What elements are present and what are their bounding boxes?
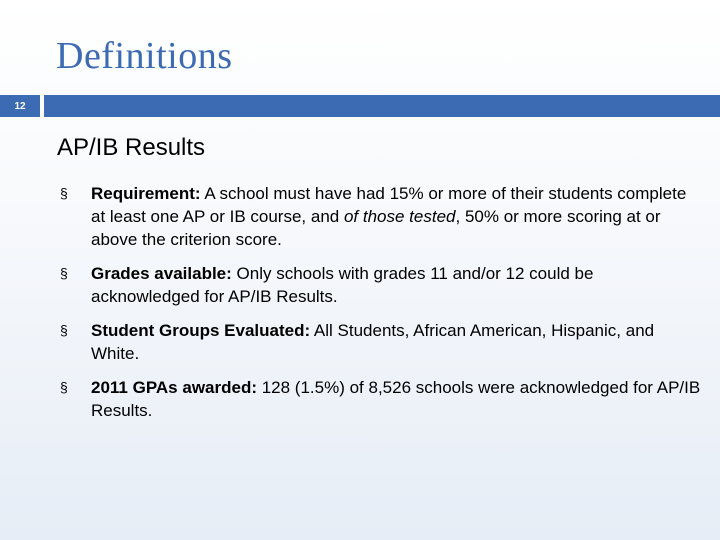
bullet-text	[91, 262, 705, 308]
bullet-emphasis: of those tested	[343, 207, 456, 226]
square-bullet-icon: §	[60, 322, 68, 338]
slide-number: 12	[0, 95, 40, 117]
slide-title: Definitions	[56, 35, 233, 77]
bullet-label: Requirement:	[91, 184, 201, 203]
bullet-grades-available	[60, 262, 705, 308]
bullet-body-end: , 50% or more scoring at or above the criterion score.	[91, 207, 661, 249]
title-divider-bar	[44, 95, 720, 117]
square-bullet-icon: §	[60, 379, 68, 395]
bullet-body: All Students, African American, Hispanic, and White.	[91, 321, 655, 363]
bullet-student-groups	[60, 319, 705, 365]
square-bullet-icon: §	[60, 265, 68, 281]
bullet-text	[91, 319, 705, 365]
square-bullet-icon: §	[60, 185, 68, 201]
bullet-body: A school must have had 15% or more of their students complete at least one AP or IB course, and	[91, 184, 687, 226]
bullet-list	[60, 182, 705, 422]
section-heading: AP/IB Results	[57, 134, 206, 161]
bullet-text	[91, 376, 705, 422]
bullet-body: Only schools with grades 11 and/or 12 could be acknowledged for AP/IB Results.	[91, 264, 594, 306]
bullet-text	[91, 182, 705, 251]
bullet-body: 128 (1.5%) of 8,526 schools were acknowledged for AP/IB Results.	[91, 378, 701, 420]
bullet-label: 2011 GPAs awarded:	[91, 378, 257, 397]
bullet-label: Grades available:	[91, 264, 232, 283]
bullet-gpas-awarded	[60, 376, 705, 422]
bullet-requirement	[60, 182, 705, 251]
bullet-label: Student Groups Evaluated:	[91, 321, 311, 340]
